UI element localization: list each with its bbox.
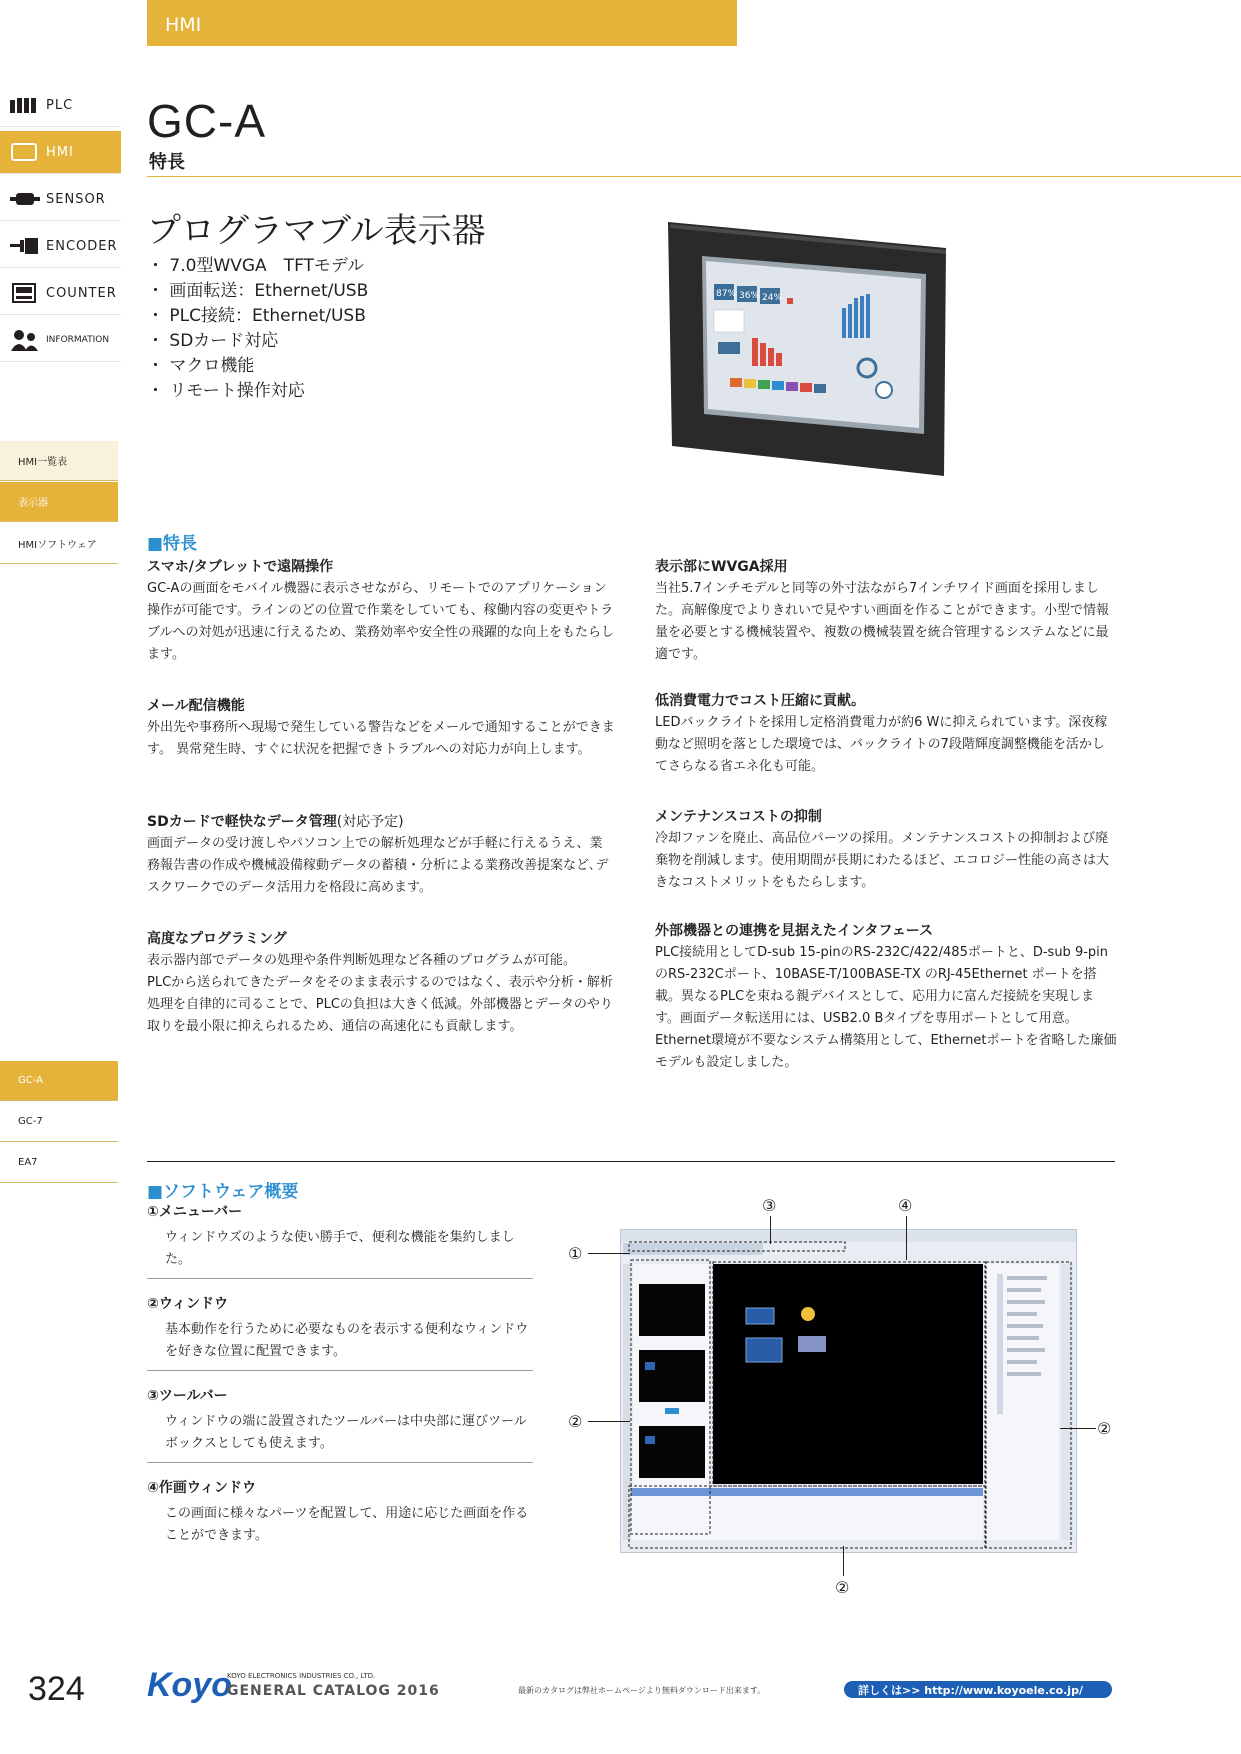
feature-title: 外部機器との連携を見据えたインタフェース (655, 923, 934, 939)
company-name: KOYO ELECTRONICS INDUSTRIES CO., LTD. (227, 1672, 376, 1680)
product-image (662, 218, 948, 483)
page-number: 324 (28, 1670, 85, 1708)
nav-category-label: PLC (46, 97, 74, 113)
feature-title-note: (対応予定) (336, 814, 404, 830)
feature-title (147, 811, 404, 831)
feature-body: LEDバックライトを採用し定格消費電力が約6 Wに抑えられています。深夜稼動など照明を落とした環境では、バックライトの7段階輝度調整機能を活かしてさらなる省エネ化も可能。 (655, 715, 1108, 774)
feature-title: メンテナンスコストの抑制 (655, 809, 822, 825)
nav-category-plc[interactable] (0, 84, 121, 127)
feature-title-text: SDカードで軽快なデータ管理 (147, 814, 337, 830)
feature-body: 画面データの受け渡しやパソコン上での解析処理などが手軽に行えるうえ、業務報告書の作成や機械設備稼動データの蓄積・分析による業務改善提案など､デスクワークでのデータ活用力を格段に高めます。 (147, 836, 609, 895)
section-divider (147, 1161, 1115, 1162)
feature-title (147, 556, 333, 576)
nav-model-gc-a[interactable]: GC-A (0, 1061, 118, 1101)
callout-window-right: ② (1097, 1419, 1112, 1438)
feature-item: ・ PLC接続：Ethernet/USB (147, 304, 368, 329)
feature-body: 冷却ファンを廃止、高品位パーツの採用。メンテナンスコストの抑制および廃棄物を削減します。使用期間が長期にわたるほど、エコロジー性能の高さは大きなコストメリットをもたらします。 (655, 831, 1109, 890)
software-item-title: ④作画ウィンドウ (147, 1480, 257, 1496)
feature-item: ・ リモート操作対応 (147, 379, 368, 404)
footer-note: 最新のカタログは弊社ホームページより無料ダウンロード出来ます。 (518, 1686, 766, 1695)
software-item-body: 基本動作を行うために必要なものを表示する便利なウィンドウを好きな位置に配置できます。 (165, 1322, 529, 1359)
callout-toolbar: ③ (762, 1196, 777, 1215)
nav-sub-display[interactable]: 表示器 (0, 482, 118, 522)
feature-item: ・ SDカード対応 (147, 329, 368, 354)
software-item-title: ③ツールバー (147, 1388, 228, 1404)
nav-category-encoder[interactable] (0, 225, 121, 268)
software-item (147, 1477, 533, 1547)
item-divider (147, 1370, 533, 1371)
plc-icon (10, 95, 40, 115)
nav-category-label: SENSOR (46, 191, 106, 207)
hmi-icon (10, 142, 40, 162)
nav-category-label: INFORMATION (46, 335, 110, 345)
nav-model-gc-7[interactable]: GC-7 (0, 1102, 118, 1142)
feature-body: PLC接続用としてD-sub 15-pinのRS-232C/422/485ポートと、D-sub 9-pinのRS-232Cポート、10BASE-T/100BASE-TX のRJ-45Ethernet ポートを搭載。異なるPLCを束ねる親デバイスとして、応用力に富んだ接続を実現します。画面データ転送用には、USB2.0 Bタイプを専用ポートとして用意。 Ethernet環境が不要なシステム構築用として、Ethernetポートを省略した廉価モデルも設定しました。 (655, 945, 1117, 1070)
software-heading: ■ソフトウェア概要 (147, 1182, 299, 1202)
feature-title-text: スマホ/タブレットで遠隔操作 (147, 559, 334, 575)
callout-line (1060, 1428, 1096, 1429)
features-heading: ■特長 (147, 534, 198, 554)
section-banner-label: HMI (165, 14, 202, 36)
software-item (147, 1385, 533, 1455)
nav-category-sensor[interactable] (0, 178, 121, 221)
software-item-title: ②ウィンドウ (147, 1296, 229, 1312)
software-item (147, 1293, 533, 1363)
feature-item: ・ 7.0型WVGA TFTモデル (147, 254, 368, 279)
sensor-icon (10, 189, 40, 209)
software-item-title: ①メニューバー (147, 1204, 243, 1220)
feature-title (147, 928, 287, 948)
screen-readout: 87% (716, 289, 737, 299)
model-name: GC-A (147, 95, 266, 147)
feature-title (147, 695, 245, 715)
feature-title-text: 高度なプログラミング (147, 931, 287, 947)
feature-body: 当社5.7インチモデルと同等の外寸法ながら7インチワイド画面を採用しました。高解像度でよりきれいで見やすい画面を作ることができます。小型で情報量を必要とする機械装置や、複数の機械装置を統合管理するシステムなどに最適です。 (655, 581, 1109, 662)
callout-line (588, 1421, 630, 1422)
software-item-body: ウィンドウズのような使い勝手で、便利な機能を集約しました。 (165, 1230, 515, 1267)
encoder-icon (10, 236, 40, 256)
feature-item: ・ 画面転送：Ethernet/USB (147, 279, 368, 304)
feature-title: 低消費電力でコスト圧縮に貢献。 (655, 693, 865, 709)
feature-list (147, 254, 368, 404)
koyo-logo: Koyo (147, 1666, 232, 1704)
callout-line (588, 1253, 630, 1254)
nav-category-information[interactable] (0, 319, 121, 362)
item-divider (147, 1462, 533, 1463)
catalog-title: GENERAL CATALOG 2016 (227, 1683, 440, 1699)
nav-sub-hmi-software[interactable]: HMIソフトウェア (0, 524, 118, 564)
feature-body: 表示器内部でデータの処理や条件判断処理など各種のプログラムが可能。 PLCから送られてきたデータをそのまま表示するのではなく、表示や分析・解析処理を自律的に司ることで、PLCの負担は大きく低減。外部機器とデータのやり取りを最小限に抑えられるため、通信の高速化にも貢献します。 (147, 953, 613, 1034)
nav-category-label: ENCODER (46, 238, 118, 254)
callout-window-left: ② (568, 1412, 583, 1431)
nav-category-label: COUNTER (46, 285, 117, 301)
nav-category-counter[interactable] (0, 272, 121, 315)
callout-line (770, 1216, 771, 1244)
feature-body: GC-Aの画面をモバイル機器に表示させながら、リモートでのアプリケーション操作が可能です。ラインのどの位置で作業をしていても、稼働内容の変更やトラブルへの対処が迅速に行えるため、業務効率や安全性の飛躍的な向上をもたらします。 (147, 581, 614, 662)
callout-window-bottom: ② (835, 1578, 850, 1597)
software-screenshot (620, 1229, 1077, 1553)
header-divider (147, 176, 1241, 177)
software-item-body: ウィンドウの端に設置されたツールバーは中央部に運びツールボックスとしても使えます。 (165, 1414, 527, 1451)
feature-body: 外出先や事務所へ現場で発生している警告などをメールで通知することができます。 異常発生時、すぐに状況を把握できトラブルへの対応力が向上します。 (147, 720, 615, 757)
nav-model-ea7[interactable]: EA7 (0, 1143, 118, 1183)
nav-category-label: HMI (46, 144, 74, 160)
counter-icon (10, 283, 40, 303)
page-subtitle: 特長 (149, 152, 185, 173)
nav-sub-hmi-list[interactable]: HMI一覧表 (0, 441, 118, 481)
callout-menu: ① (568, 1244, 583, 1263)
item-divider (147, 1278, 533, 1279)
software-item (147, 1201, 533, 1271)
information-icon (10, 330, 40, 350)
product-title: プログラマブル表示器 (147, 211, 486, 251)
screen-readout: 36% (739, 291, 760, 301)
screen-readout: 24% (762, 293, 783, 303)
callout-drawing: ④ (898, 1196, 913, 1215)
nav-category-hmi[interactable] (0, 131, 121, 174)
feature-item: ・ マクロ機能 (147, 354, 368, 379)
section-banner (147, 0, 737, 46)
callout-line (843, 1546, 844, 1576)
callout-line (906, 1216, 907, 1260)
feature-title-text: メール配信機能 (147, 698, 245, 714)
feature-title: 表示部にWVGA採用 (655, 559, 788, 575)
website-link[interactable]: 詳しくは>> http://www.koyoele.co.jp/ (844, 1681, 1112, 1698)
software-item-body: この画面に様々なパーツを配置して、用途に応じた画面を作ることができます。 (165, 1506, 529, 1543)
